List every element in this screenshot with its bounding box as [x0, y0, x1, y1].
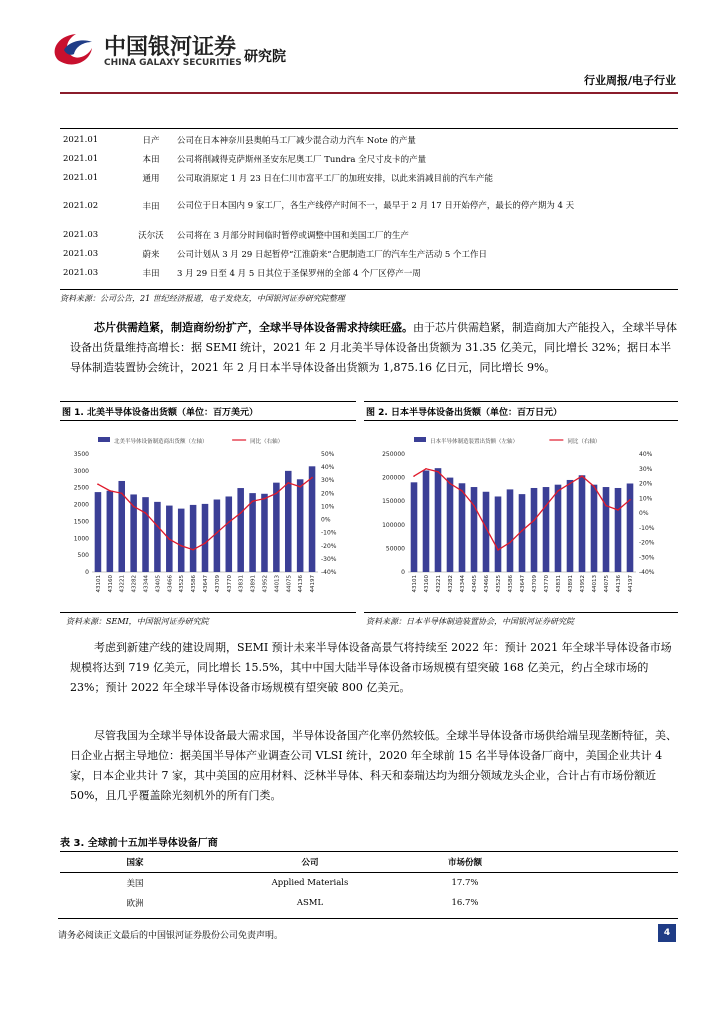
footer-disclaimer: 请务必阅读正文最后的中国银河证券股份公司免责声明。 — [58, 931, 284, 941]
yoy-point — [473, 505, 475, 507]
table-row: 2021.01 日产 公司在日本神奈川县奥帕马工厂减少混合动力汽车 Note 的产量 — [63, 134, 416, 146]
y-tick-right: -40% — [321, 569, 337, 576]
logo-cn: 中国银河证券 — [104, 35, 237, 60]
y-tick-left: 1500 — [73, 518, 89, 526]
paragraph-1 — [70, 318, 678, 378]
y-tick-right: 20% — [639, 480, 653, 488]
bar — [107, 491, 114, 572]
y-tick-right: 30% — [321, 477, 335, 485]
y-tick-right: 40% — [639, 451, 653, 458]
paragraph-1-lead: 芯片供需趋紧，制造商纷纷扩产，全球半导体设备需求持续旺盛。 — [94, 321, 413, 334]
y-tick-right: 0% — [321, 516, 331, 524]
chart-japan — [364, 428, 678, 612]
fig1-source: 资料来源：SEMI，中国银河证券研究院 — [66, 617, 209, 626]
bar — [154, 502, 161, 572]
x-tick: 43647 — [520, 575, 526, 593]
fig2-title: 图 2. 日本半导体设备出货额（单位：百万日元） — [366, 408, 562, 418]
x-tick: 43952 — [262, 575, 269, 593]
fig2-source: 资料来源：日本半导体制造装置协会，中国银河证券研究院 — [366, 617, 574, 626]
fig2-title-rule-bottom — [364, 420, 678, 421]
x-tick: 43282 — [448, 575, 454, 593]
yoy-point — [299, 486, 301, 488]
chart-north-america — [60, 428, 356, 612]
yoy-point — [617, 509, 619, 511]
y-tick-right: 20% — [321, 490, 335, 498]
bar — [591, 485, 598, 572]
x-tick: 43160 — [107, 575, 114, 593]
legend-label-line: 同比（右轴） — [250, 439, 284, 445]
table-row: 2021.03 蔚来 公司计划从 3 月 29 日起暂停“江淮蔚来”合肥制造工厂的汽车生产活动 5 个工作日 — [63, 248, 488, 260]
x-tick: 43586 — [508, 575, 514, 593]
x-tick: 43586 — [191, 575, 198, 593]
bar — [459, 483, 466, 572]
bar — [95, 492, 102, 572]
bar — [118, 481, 125, 572]
bar — [531, 488, 538, 572]
x-tick: 43101 — [95, 575, 102, 593]
y-tick-right: 10% — [639, 495, 653, 503]
x-tick: 44075 — [604, 575, 610, 593]
yoy-point — [461, 490, 463, 492]
table-row: 2021.03 丰田 3 月 29 日至 4 月 5 日其位于圣保罗州的全部 4 个厂区停产一周 — [63, 267, 421, 279]
table1-top-rule — [60, 128, 678, 129]
yoy-point — [145, 512, 147, 514]
yoy-point — [629, 499, 631, 501]
bar — [543, 487, 550, 572]
yoy-point — [521, 530, 523, 532]
bar — [603, 487, 610, 572]
x-tick: 43344 — [143, 575, 150, 593]
x-tick: 43647 — [203, 575, 209, 593]
bar — [579, 475, 586, 572]
x-tick: 44136 — [298, 575, 305, 593]
bar — [447, 478, 454, 572]
table1 — [60, 130, 678, 282]
bar — [471, 487, 478, 572]
bar — [226, 496, 233, 572]
legend-label-bar: 北美半导体设备制造商出货额（左轴） — [114, 439, 208, 445]
yoy-point — [569, 483, 571, 485]
logo — [48, 30, 98, 70]
y-tick-left: 100000 — [382, 521, 405, 529]
table3 — [60, 852, 678, 913]
y-tick-right: 0% — [639, 510, 649, 517]
bar — [214, 500, 221, 572]
table1-source: 资料来源：公司公告，21 世纪经济报道，电子发烧友，中国银河证券研究院整理 — [60, 294, 345, 303]
x-tick: 43525 — [179, 575, 186, 593]
yoy-point — [192, 549, 194, 551]
bar — [297, 479, 304, 572]
bar — [237, 488, 244, 572]
y-tick-left: 3000 — [73, 467, 89, 475]
y-tick-right: -10% — [321, 529, 337, 537]
y-tick-right: 50% — [321, 451, 335, 458]
y-tick-right: -20% — [639, 539, 655, 547]
table1-bottom-rule — [60, 289, 678, 290]
yoy-point — [157, 525, 159, 527]
y-tick-right: 30% — [639, 465, 653, 473]
x-tick: 43709 — [532, 575, 538, 593]
x-tick: 43405 — [472, 575, 478, 593]
table-row: 欧洲 ASML 16.7% — [126, 898, 479, 909]
paragraph-2: 考虑到新建产线的建设周期，SEMI 预计未来半导体设备高景气将持续至 2022 年：预计 2021 年全球半导体设备市场规模将达到 719 亿美元，同比增长 15.5%，其中中国大陆半导体设备市场规模有望突破 168 亿美元，约占全球市场的 23%；预计 2022 年全球半导体设备市场规模有望突破 800 亿美元。 — [70, 641, 672, 694]
x-tick: 43405 — [155, 575, 162, 593]
x-tick: 43525 — [496, 575, 502, 593]
y-tick-right: -40% — [639, 569, 655, 576]
footer-rule — [58, 918, 678, 919]
y-tick-right: -20% — [321, 542, 337, 550]
bar — [273, 483, 280, 572]
x-tick: 43891 — [568, 575, 574, 593]
x-tick: 44197 — [628, 575, 634, 593]
table-row: 2021.01 本田 公司将削减得克萨斯州圣安东尼奥工厂 Tundra 全尺寸皮卡的产量 — [63, 153, 427, 165]
y-tick-left: 0 — [401, 569, 405, 576]
y-tick-left: 500 — [77, 552, 89, 560]
yoy-point — [449, 483, 451, 485]
yoy-point — [287, 482, 289, 484]
x-tick: 44197 — [310, 575, 317, 593]
yoy-point — [228, 521, 230, 523]
yoy-point — [533, 520, 535, 522]
y-tick-right: -30% — [639, 554, 655, 562]
yoy-point — [264, 498, 266, 500]
yoy-point — [545, 505, 547, 507]
yoy-point — [216, 532, 218, 534]
yoy-point — [121, 493, 123, 495]
x-tick: 44013 — [592, 575, 598, 593]
bar — [190, 505, 197, 572]
fig2-bottom-rule — [364, 612, 678, 613]
yoy-point — [276, 493, 278, 495]
bar — [309, 466, 316, 572]
x-tick: 44075 — [286, 575, 293, 593]
yoy-point — [557, 490, 559, 492]
legend-label-bar: 日本半导体制造装置出货额（左轴） — [430, 439, 519, 445]
x-tick: 43952 — [580, 575, 586, 593]
yoy-point — [133, 506, 135, 508]
bar — [627, 483, 634, 572]
y-tick-left: 200000 — [382, 474, 405, 482]
yoy-point — [311, 477, 313, 479]
report-category: 行业周报/电子行业 — [583, 74, 676, 87]
x-tick: 43466 — [167, 575, 174, 593]
yoy-point — [252, 500, 254, 502]
yoy-point — [413, 475, 415, 477]
bar — [142, 497, 149, 572]
x-tick: 43891 — [250, 575, 257, 593]
bar — [423, 471, 430, 572]
y-tick-left: 150000 — [382, 498, 405, 506]
bar — [411, 482, 418, 572]
table-row: 2021.02 丰田 公司位于日本国内 9 家工厂，各生产线停产时间不一，最早于 2 月 17 日开始停产，最长的停产期为 4 天 — [63, 200, 575, 212]
paragraph-3: 尽管我国为全球半导体设备最大需求国，半导体设备国产化率仍然较低。全球半导体设备市场供给端呈现垄断特征，美、日企业占据主导地位：据美国半导体产业调查公司 VLSI 统计，2020 年全球前 15 名半导体设备厂商中，美国企业共计 4 家，日本企业共计 7 家，其中美国的应用材料、泛林半导体、科天和泰瑞达均为细分领域龙头企业，合计占有市场份额近 50%，且几乎覆盖除光刻机外的所有门类。 — [70, 729, 677, 802]
bar — [178, 509, 185, 572]
table-row: 美国 Applied Materials 17.7% — [60, 872, 678, 893]
bar — [567, 480, 574, 572]
yoy-point — [605, 505, 607, 507]
yoy-point — [240, 512, 242, 514]
x-tick: 43221 — [119, 575, 126, 593]
table3-title: 表 3. 全球前十五加半导体设备厂商 — [60, 838, 218, 849]
yoy-point — [204, 542, 206, 544]
fig2-title-rule — [364, 401, 678, 402]
yoy-point — [437, 471, 439, 473]
bar — [435, 468, 442, 572]
x-tick: 43344 — [460, 575, 466, 593]
bar — [615, 488, 622, 572]
logo-en: CHINA GALAXY SECURITIES — [104, 58, 242, 68]
legend-swatch-bar — [414, 437, 426, 442]
table-row: 2021.03 沃尔沃 公司将在 3 月部分时间临时暂停或调整中国和美国工厂的生产 — [63, 229, 409, 241]
bar — [261, 494, 268, 572]
x-tick: 43770 — [226, 575, 233, 593]
x-tick: 44136 — [616, 575, 622, 593]
bar — [249, 493, 256, 572]
page-number: 4 — [658, 924, 676, 942]
yoy-point — [485, 527, 487, 529]
x-tick: 43282 — [131, 575, 138, 593]
yoy-point — [509, 542, 511, 544]
x-tick: 43101 — [412, 575, 418, 593]
fig1-bottom-rule — [60, 612, 356, 613]
y-tick-right: 10% — [321, 503, 335, 511]
bar — [202, 504, 209, 572]
y-tick-left: 3500 — [73, 451, 89, 458]
table-row: 2021.01 通用 公司取消原定 1 月 23 日在仁川市富平工厂的加班安排，以此来消减目前的汽车产能 — [63, 172, 494, 184]
y-tick-left: 1000 — [73, 535, 89, 543]
y-tick-right: 40% — [321, 464, 335, 472]
bar — [507, 489, 514, 572]
yoy-point — [169, 538, 171, 540]
yoy-point — [180, 545, 182, 547]
institute-label: 研究院 — [244, 49, 286, 65]
x-tick: 43709 — [214, 575, 221, 593]
y-tick-right: -30% — [321, 555, 337, 563]
yoy-point — [581, 475, 583, 477]
y-tick-left: 2500 — [73, 484, 89, 492]
yoy-point — [109, 490, 111, 492]
x-tick: 43770 — [544, 575, 550, 593]
y-tick-left: 2000 — [73, 501, 89, 509]
legend-swatch-bar — [98, 437, 110, 442]
yoy-point — [97, 483, 99, 485]
bar — [555, 485, 562, 572]
y-tick-left: 50000 — [385, 545, 405, 553]
bar — [495, 496, 502, 572]
fig1-title-rule-bottom — [60, 420, 356, 421]
paragraph-1-text: 由于芯片供需趋紧，制造商加大产能投入，全球半导体设备出货量维持高增长：据 SEMI 统计，2021 年 2 月北美半导体设备出货额为 31.35 亿美元，同比增长 32%；据日本半导体制造装置协会统计，2021 年 2 月日本半导体设备出货额为 1,875.16 亿日元，同比增长 9%。 — [70, 321, 677, 374]
y-tick-left: 250000 — [382, 451, 405, 458]
x-tick: 43160 — [424, 575, 430, 593]
x-tick: 43466 — [484, 575, 490, 593]
table-header-row: 国家 公司 市场份额 — [126, 858, 482, 868]
fig1-title-rule — [60, 401, 356, 402]
x-tick: 43831 — [238, 575, 245, 593]
x-tick: 44013 — [274, 575, 281, 593]
bar — [285, 471, 292, 572]
x-tick: 43831 — [556, 575, 562, 593]
x-tick: 43221 — [436, 575, 442, 593]
header-divider — [60, 92, 678, 94]
y-tick-right: -10% — [639, 524, 655, 532]
y-tick-left: 0 — [85, 569, 89, 576]
yoy-point — [425, 468, 427, 470]
yoy-point — [593, 486, 595, 488]
legend-label-line: 同比（右轴） — [567, 439, 601, 445]
yoy-point — [497, 549, 499, 551]
fig1-title: 图 1. 北美半导体设备出货额（单位：百万美元） — [62, 408, 258, 418]
